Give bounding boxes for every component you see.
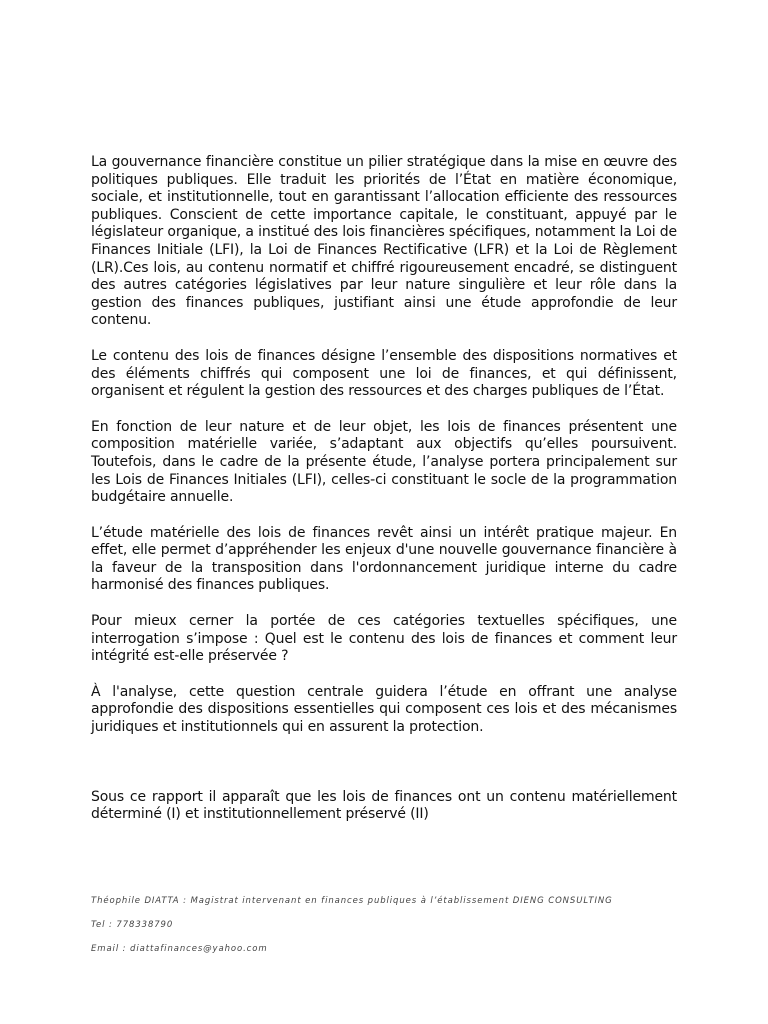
- paragraph-intro: La gouvernance financière constitue un pilier stratégique dans la mise en œuvre des politiques publiques. Elle traduit les priorités de l’État en matière économique, sociale, et institutionnelle, tout en garantissant l’allocation efficiente des ressources publiques. Conscient de cette importance capitale, le constituant, appuyé par le législateur organique, a institué des lois financières spécifiques, notamment la Loi de Finances Initiale (LFI), la Loi de Finances Rectificative (LFR) et la Loi de Règlement (LR).Ces lois, au contenu normatif et chiffré rigoureusement encadré, se distinguent des autres catégories législatives par leur nature singulière et leur rôle dans la gestion des finances publiques, justifiant ainsi une étude approfondie de leur contenu.: [91, 154, 677, 329]
- paragraph-composition: En fonction de leur nature et de leur objet, les lois de finances présentent une composition matérielle variée, s’adaptant aux objectifs qu’elles poursuivent. Toutefois, dans le cadre de la présente étude, l’analyse portera principalement sur les Lois de Finances Initiales (LFI), celles-ci constituant le socle de la programmation budgétaire annuelle.: [91, 418, 677, 506]
- paragraph-analysis: À l'analyse, cette question centrale guidera l’étude en offrant une analyse approfondie des dispositions essentielles qui composent ces lois et des mécanismes juridiques et institutionnels qui en assurent la protection.: [91, 683, 677, 736]
- paragraph-plan: Sous ce rapport il apparaît que les lois de finances ont un contenu matériellement déterminé (I) et institutionnellement préservé (II): [91, 788, 677, 823]
- paragraph-question: Pour mieux cerner la portée de ces catégories textuelles spécifiques, une interrogation s’impose : Quel est le contenu des lois de finances et comment leur intégrité est-elle préservée ?: [91, 613, 677, 665]
- paragraph-definition: Le contenu des lois de finances désigne l’ensemble des dispositions normatives et des éléments chiffrés qui composent une loi de finances, et qui définissent, organisent et régulent la gestion des ressources et des charges publiques de l’État.: [91, 347, 677, 400]
- document-footer: [91, 896, 677, 968]
- footer-phone: Tel : 778338790: [91, 920, 174, 930]
- paragraph-interest: L’étude matérielle des lois de finances revêt ainsi un intérêt pratique majeur. En effet, elle permet d’appréhender les enjeux d'une nouvelle gouvernance financière à la faveur de la transposition dans l'ordonnancement juridique interne du cadre harmonisé des finances publiques.: [91, 524, 677, 594]
- footer-email: Email : diattafinances@yahoo.com: [91, 944, 268, 954]
- document-body: [91, 154, 677, 842]
- footer-author: Théophile DIATTA : Magistrat intervenant en finances publiques à l’établissement DIENG CONSULTING: [91, 896, 613, 906]
